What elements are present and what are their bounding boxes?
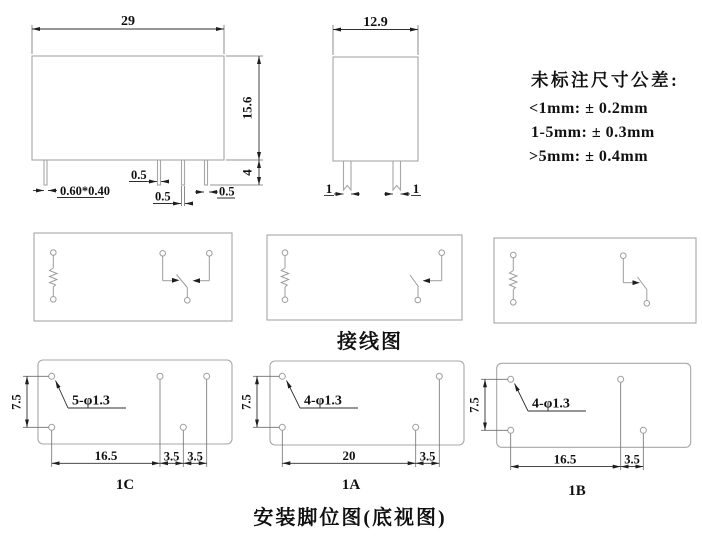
variant-label-1a: 1A	[341, 477, 361, 493]
wiring-box	[494, 238, 696, 323]
tolerance-line-1: <1mm: ± 0.2mm	[529, 100, 649, 117]
end-view-pin	[344, 161, 352, 190]
mounting-outline	[270, 361, 464, 445]
mounting-hole	[508, 427, 514, 433]
hole-note-1c	[56, 381, 127, 409]
variant-label-1c: 1C	[115, 477, 135, 493]
nc-contact-symbol	[621, 253, 650, 306]
mounting-hole	[180, 424, 186, 430]
wiring-box	[267, 235, 462, 320]
mounting-1b	[468, 363, 691, 499]
mounting-outline	[497, 363, 691, 447]
side-view-pin-thickness-c	[195, 185, 235, 199]
side-view-pin-thickness-a	[129, 168, 169, 182]
mounting-views	[10, 360, 691, 529]
coil-symbol	[281, 250, 289, 303]
mounting-hole	[49, 373, 55, 379]
wiring-diagram-1c	[34, 233, 232, 321]
pin-width-right-label: 1	[412, 181, 420, 196]
relay-body-outline	[32, 56, 224, 160]
tolerance-line-2: 1-5mm: ± 0.3mm	[531, 124, 655, 141]
side-view-pin-section-dimension	[33, 184, 110, 198]
side-view-pin-thickness-b	[153, 186, 193, 206]
relay-end-outline	[333, 57, 418, 161]
mounting-hole	[640, 427, 646, 433]
mounting-hole	[436, 373, 442, 379]
tolerance-note	[529, 70, 679, 165]
mounting-outline	[38, 360, 232, 444]
hole-note-1b	[515, 384, 587, 412]
pin-thickness-b-label: 0.5	[155, 189, 171, 204]
coil-symbol	[510, 252, 518, 305]
end-view	[324, 15, 421, 196]
mounting-hole	[279, 373, 285, 379]
mounting-hole	[413, 424, 419, 430]
dim-3-5: 3.5	[419, 449, 436, 464]
hole-note-label: 4-φ1.3	[304, 393, 342, 409]
mounting-hole	[618, 376, 624, 382]
pin-thickness-c-label: 0.5	[219, 184, 235, 199]
side-view-pin	[158, 160, 161, 185]
side-view-pin-length-label: 4	[239, 169, 255, 176]
row-pitch-1c	[10, 376, 49, 427]
dim-20: 20	[342, 448, 356, 463]
wiring-diagram-1b	[494, 238, 696, 323]
mounting-hole	[204, 373, 210, 379]
side-view-pin-section-label: 0.60*0.40	[60, 184, 110, 198]
coil-symbol	[50, 250, 58, 302]
hole-note-1a	[287, 381, 359, 409]
row-pitch-label: 7.5	[239, 394, 254, 410]
end-view-width-dimension	[333, 15, 418, 55]
side-view-width-dimension	[32, 14, 224, 54]
row-pitch-label: 7.5	[9, 394, 24, 410]
end-view-pin	[393, 161, 401, 190]
mounting-caption: 安装脚位图(底视图)	[253, 507, 447, 529]
no-contact-symbol	[410, 250, 445, 303]
row-pitch-1b	[468, 379, 508, 430]
dim-3-5: 3.5	[624, 452, 640, 467]
wiring-box	[34, 233, 232, 321]
pin-thickness-a-label: 0.5	[131, 168, 147, 182]
mounting-hole	[508, 376, 514, 382]
wiring-diagrams	[34, 233, 696, 353]
dim-3-5: 3.5	[163, 449, 180, 464]
side-view-pin	[44, 160, 47, 185]
mounting-hole	[279, 424, 285, 430]
pin-width-left-label: 1	[325, 181, 333, 196]
end-view-width-label: 12.9	[363, 15, 388, 30]
end-view-pin-width-left	[324, 181, 360, 196]
mounting-1a	[240, 361, 465, 493]
side-view-pin	[182, 160, 185, 185]
dim-3-5: 3.5	[187, 449, 203, 464]
changeover-contact-symbol	[160, 251, 212, 304]
row-pitch-1a	[240, 376, 280, 427]
side-view	[32, 14, 263, 206]
hole-note-label: 4-φ1.3	[532, 396, 570, 412]
hole-note-label: 5-φ1.3	[72, 393, 110, 409]
dim-16-5: 16.5	[94, 448, 118, 463]
mounting-hole	[49, 424, 55, 430]
row-pitch-label: 7.5	[467, 397, 482, 413]
side-view-width-label: 29	[121, 14, 135, 29]
tolerance-heading: 未标注尺寸公差:	[531, 70, 680, 90]
wiring-caption: 接线图	[337, 331, 403, 353]
mounting-hole	[157, 373, 163, 379]
bottom-dims-1b	[511, 451, 644, 466]
side-view-pin	[205, 160, 208, 185]
side-view-height-label: 15.6	[239, 96, 255, 120]
tolerance-line-3: >5mm: ± 0.4mm	[529, 148, 649, 165]
mounting-1c	[10, 360, 233, 493]
end-view-pin-width-right	[384, 181, 421, 196]
variant-label-1b: 1B	[568, 483, 586, 499]
wiring-diagram-1a	[267, 235, 462, 320]
dim-16-5: 16.5	[553, 451, 577, 467]
